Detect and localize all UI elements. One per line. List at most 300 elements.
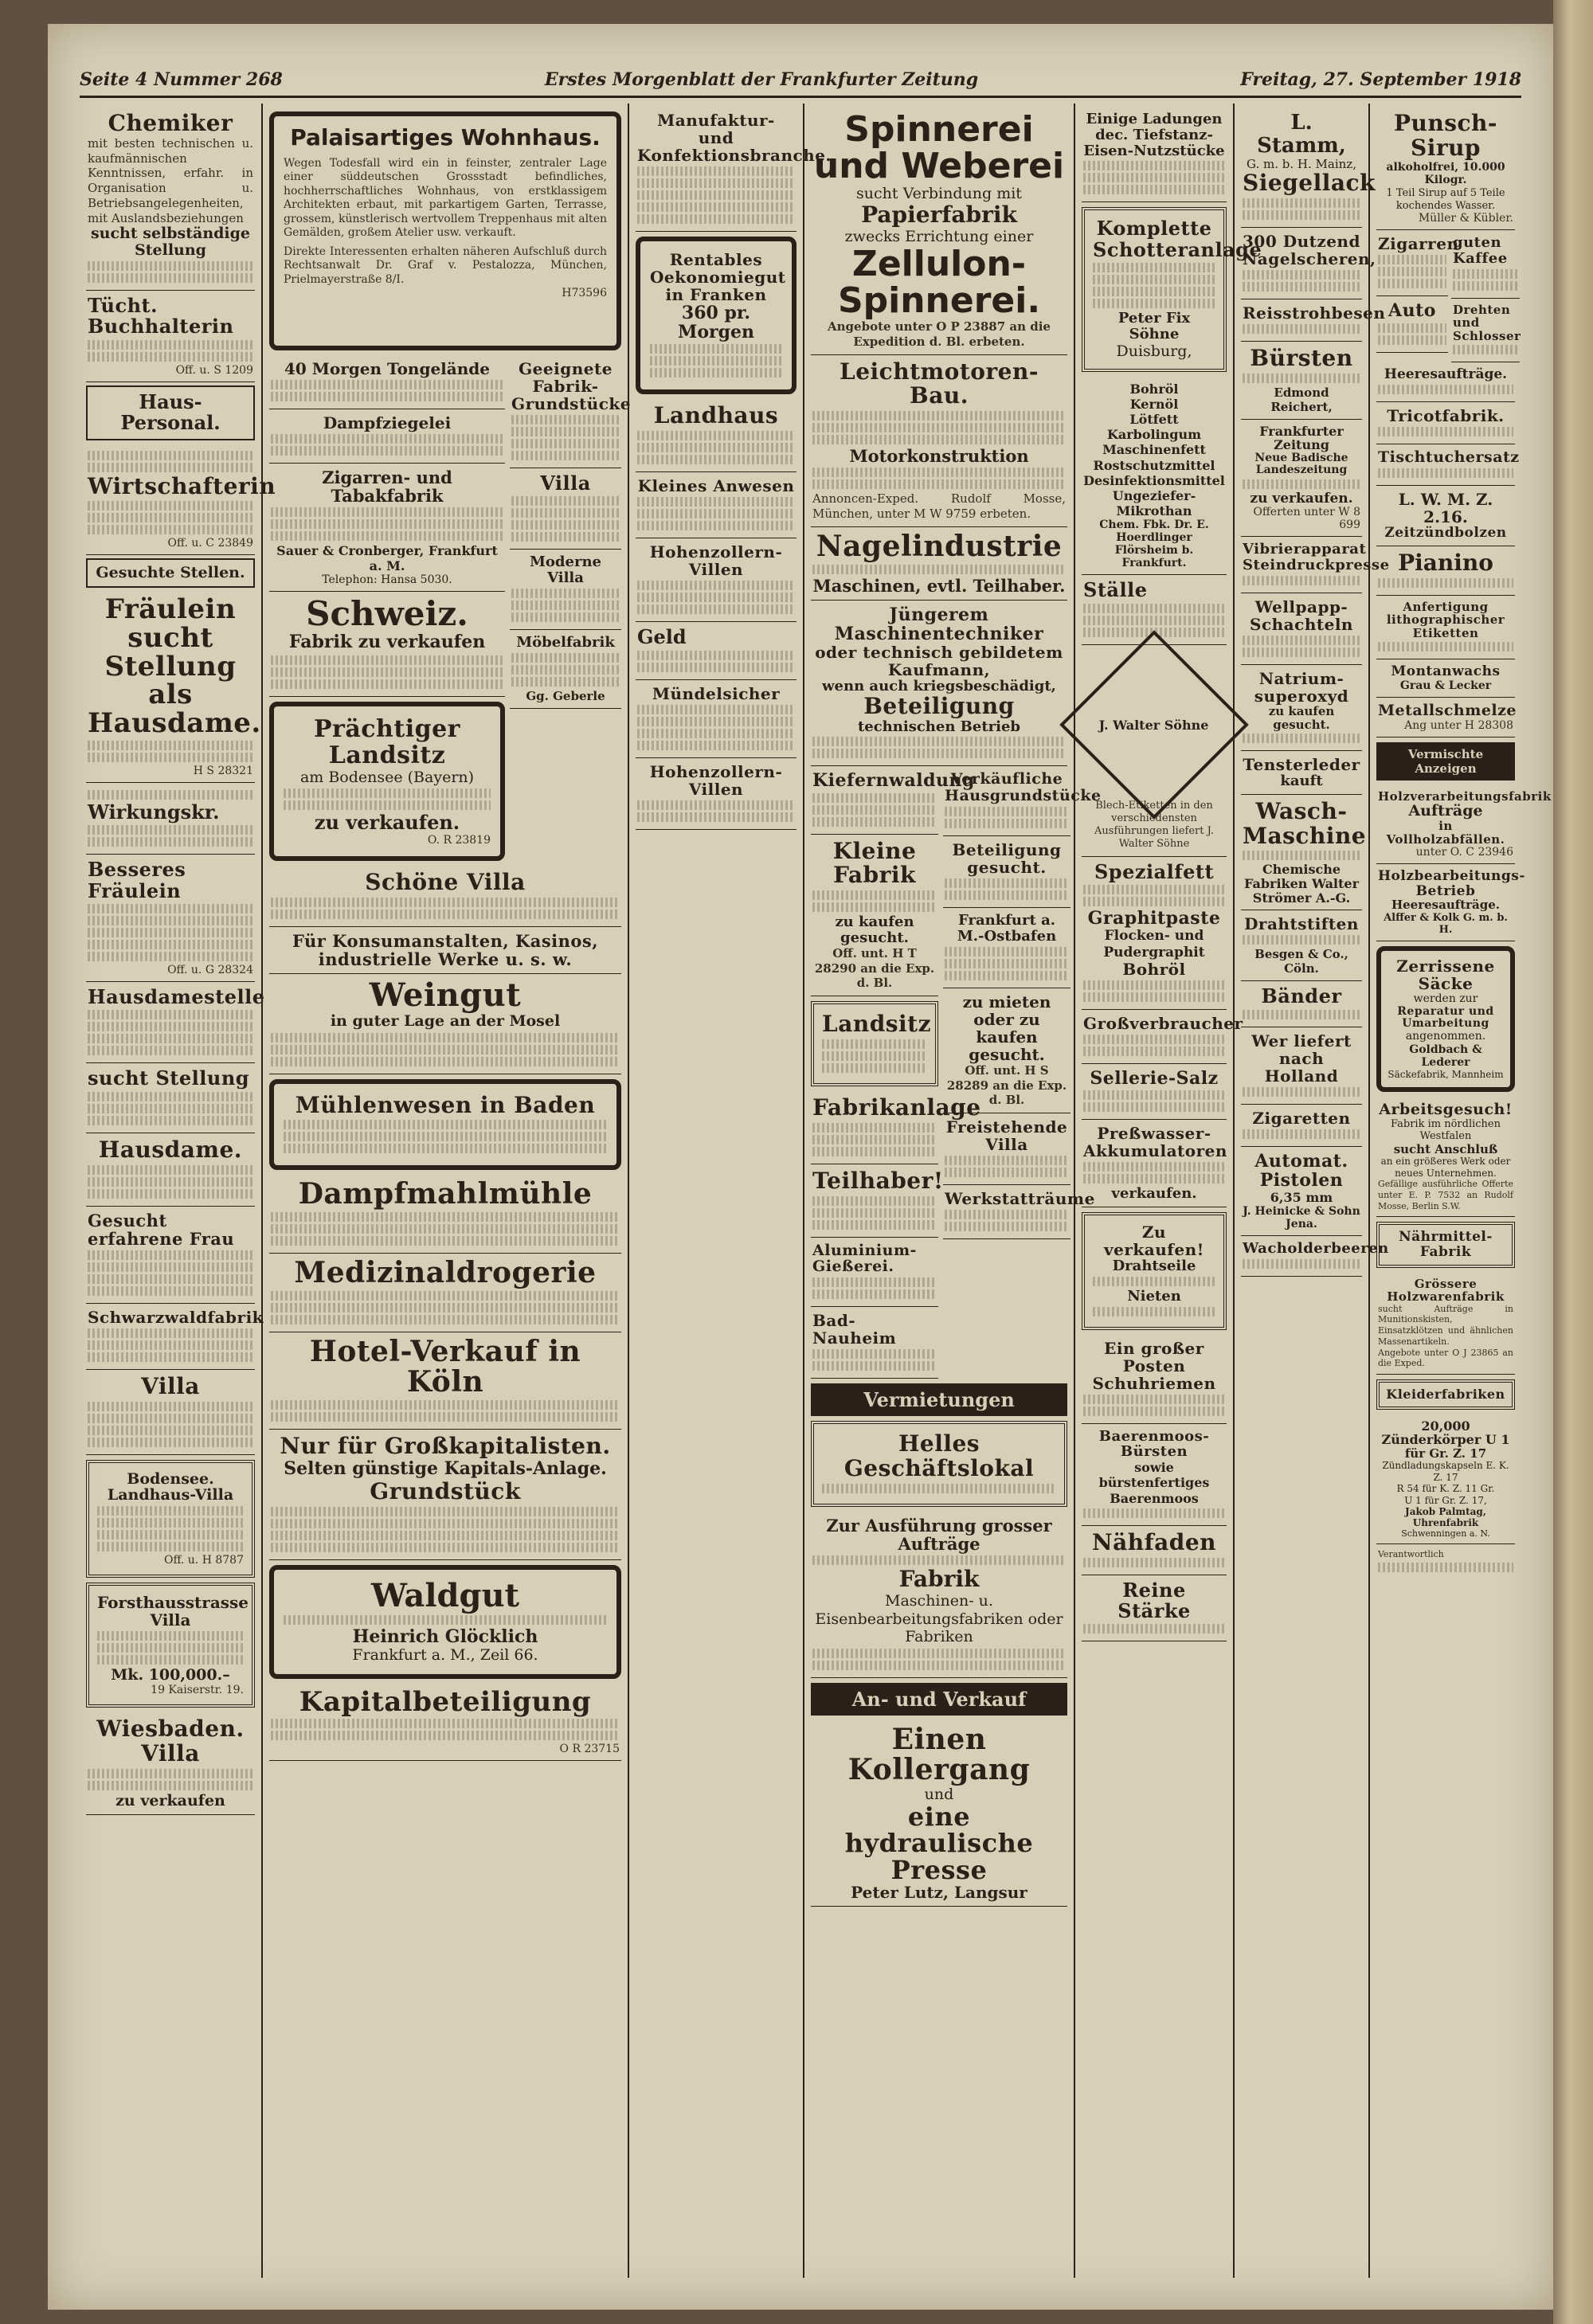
ad-moderne-villa — [510, 550, 621, 630]
ad-title: zu mieten oder zu kaufen gesucht. — [962, 992, 1051, 1064]
ad-konsumanstalten — [269, 927, 621, 974]
ad-sub-2: Reparatur und Umarbeitung — [1397, 1004, 1494, 1031]
ad-title: Kiefernwaldung — [812, 770, 975, 792]
ad-title: Zigaretten — [1252, 1108, 1351, 1128]
column-2-right — [510, 355, 631, 866]
product-list-item: Kernöl — [1129, 396, 1179, 412]
ad-title: Wirkungskr. — [88, 800, 220, 824]
ad-title: Forsthausstrasse Villa — [97, 1593, 249, 1630]
ad-fensterleder — [1241, 751, 1362, 795]
ad-title: L. Stamm, — [1257, 111, 1346, 158]
ad-ref: Angebote unter O J 23865 an die Exped. — [1378, 1347, 1513, 1369]
ad-title: Nagelindustrie — [816, 529, 1063, 563]
ad-sub-4: U 1 für Gr. Z. 17, — [1404, 1494, 1487, 1506]
ad-title: Reisstrohbesen — [1243, 303, 1386, 323]
ad-title: Dampfziegelei — [323, 413, 452, 432]
section-title: Gesuchte Stellen. — [96, 564, 245, 582]
ad-city: Schwenningen a. N. — [1401, 1528, 1490, 1539]
ad-landsitz — [811, 1001, 938, 1086]
ad-title: Wellpapp-Schachteln — [1250, 597, 1353, 635]
ad-ref: Annoncen-Exped. Rudolf Mosse, München, unter M W 9759 erbeten. — [812, 491, 1066, 522]
ad-wiesbaden-villa — [86, 1712, 255, 1814]
ad-auto — [1376, 296, 1448, 352]
ad-landhaus — [636, 399, 796, 472]
ad-praechtiger-landsitz — [269, 702, 505, 861]
ad-leichtmotoren — [811, 355, 1067, 527]
ad-fabrikanlage — [811, 1091, 981, 1164]
ad-firm: J. Walter Söhne — [1099, 717, 1209, 733]
ad-sub: für Gr. Z. 17 — [1404, 1446, 1487, 1461]
ad-ref: Ang unter H 28308 — [1404, 718, 1513, 732]
ad-title: Ställe — [1083, 578, 1148, 602]
ad-ref: Off. u. C 23849 — [167, 537, 253, 550]
column-2-left — [269, 355, 505, 866]
ad-title: Tücht. Buchhalterin — [88, 294, 234, 338]
ad-title: Manufaktur- und Konfektionsbranche. — [637, 111, 832, 165]
ad-buersten — [1241, 342, 1362, 420]
ad-aluminium — [811, 1238, 938, 1308]
ad-sub: Aufträge — [1408, 802, 1483, 820]
ad-punsch-sirup — [1376, 107, 1515, 230]
header-page-number: Seite 4 Nummer 268 — [80, 69, 283, 90]
ad-weingut — [269, 974, 621, 1074]
ad-sub-3: technischen Betrieb — [857, 718, 1021, 735]
ad-akkumulatoren — [1082, 1120, 1227, 1207]
ad-title: L. W. M. Z. 2.16. — [1398, 490, 1493, 527]
ad-maschinentechniker — [811, 601, 1067, 767]
ad-frankfurter-zeitung — [1241, 420, 1362, 538]
ad-title: Nährmittel-Fabrik — [1399, 1229, 1493, 1260]
product-list-item: Ungeziefer-Mikrothan — [1112, 487, 1196, 519]
ad-pistolen — [1241, 1147, 1362, 1237]
ad-sub: Selten günstige Kapitals-Anlage. — [284, 1458, 607, 1480]
ad-ref: O. R 23819 — [427, 833, 491, 847]
ad-buchhalterin — [86, 291, 255, 382]
ad-title-2: Zeitzündbolzen — [1384, 525, 1507, 542]
ad-title: Geld — [637, 625, 687, 649]
ad-morgen: 360 pr. Morgen — [678, 303, 754, 343]
ad-dampfziegelei — [269, 409, 505, 464]
ad-title: Pianino — [1398, 549, 1493, 576]
ad-schwarzwaldfabrik — [86, 1304, 264, 1370]
ad-hotel-koeln — [269, 1332, 621, 1430]
ad-chemiker — [86, 107, 255, 291]
ad-title: Nähfaden — [1091, 1528, 1217, 1555]
ad-zigarren — [1376, 230, 1459, 296]
ad-holzbearbeitung — [1376, 864, 1525, 941]
ad-title: Kapitalbeteiligung — [299, 1685, 592, 1718]
ad-schuhriemen — [1082, 1335, 1227, 1424]
ad-sub: am Bodensee (Bayern) — [299, 768, 475, 786]
page-header — [80, 64, 1521, 98]
ad-kleines-anwesen — [636, 472, 796, 538]
ad-city: Duisburg, — [1116, 342, 1192, 360]
ad-title: Nur für Großkapitalisten. — [280, 1432, 611, 1459]
ad-title: 40 Morgen Tongelände — [284, 359, 490, 378]
ad-villa — [86, 1370, 255, 1455]
ad-title: Kleiderfabriken — [1386, 1387, 1505, 1403]
ad-title: Wirtschafterin — [88, 472, 276, 499]
column-1 — [80, 104, 276, 2278]
ad-title: Werkstatträume — [945, 1189, 1095, 1209]
ad-text: Wegen Todesfall wird ein in feinster, zentraler Lage einer süddeutschen Grossstadt befindliches, hochherrschaftliches Wohnhaus, von erstklassigem Architekten erbaut, mit parkartigem Garten, Terrasse, grossem, künstlerisch wertvollem Treppenhaus mit alten Gemälden, großem Atelier usw. verkauft. — [284, 156, 607, 240]
ad-sub: in guter Lage an der Mosel — [330, 1011, 561, 1030]
ad-title: Wacholderbeeren — [1243, 1240, 1389, 1258]
ad-firm: Besgen & Co., Cöln. — [1254, 947, 1348, 976]
ad-arbeitsgesuch — [1376, 1097, 1515, 1218]
ad-naehfaden — [1082, 1526, 1227, 1575]
ad-title: Landhaus — [653, 402, 779, 429]
ad-oekonomiegut — [636, 237, 796, 394]
column-6 — [1235, 104, 1390, 2278]
ad-lithographie — [1376, 596, 1515, 660]
ad-sucht-stellung — [86, 1063, 255, 1133]
ad-natrium — [1241, 665, 1362, 751]
ad-tiefstanz — [1082, 107, 1227, 202]
header-masthead: Erstes Morgenblatt der Frankfurter Zeitung — [544, 69, 979, 90]
ad-tischtuchersatz — [1376, 444, 1520, 486]
ad-firm: Chemische Fabriken Walter Strömer A.-G. — [1243, 862, 1360, 906]
section-vermietungen: Vermietungen — [811, 1383, 1067, 1416]
ad-sub: Fabrik im nördlichen Westfalen — [1391, 1117, 1501, 1143]
ad-pianino — [1376, 546, 1515, 596]
ad-sub: Maschinen, evtl. Teilhaber. — [812, 575, 1066, 596]
ad-sub-2: wenn auch kriegsbeschädigt, — [822, 678, 1056, 695]
columns — [80, 104, 1552, 2278]
ad-title-2: eine hydraulische Presse — [844, 1801, 1034, 1885]
ad-title: Baerenmoos-Bürsten — [1098, 1427, 1210, 1461]
ad-sub: sucht Aufträge in Munitionskisten, Einsatzklötzen und ähnlichen Massenartikeln. — [1378, 1303, 1513, 1347]
ad-title: Leichtmotoren-Bau. — [840, 358, 1039, 409]
ad-title: Schweiz. — [306, 594, 468, 634]
ad-title-2: Graphitpaste — [1087, 908, 1221, 929]
ad-wacholderbeeren — [1241, 1236, 1389, 1277]
ad-title: Spezialfett — [1094, 859, 1215, 883]
ad-firm: Chem. Fbk. Dr. E. Hoerdlinger Flörsheim b. Frankfurt. — [1099, 518, 1209, 570]
ad-zu-mieten — [943, 988, 1070, 1113]
ad-title: Tischtuchersatz — [1378, 448, 1520, 467]
ad-title: Zerrissene Säcke — [1396, 956, 1495, 993]
ad-hausgrundstuecke — [943, 766, 1102, 836]
ad-firm: Goldbach & Lederer — [1409, 1043, 1482, 1070]
ad-text: mit besten technischen u. kaufmännischen Kenntnissen, erfahr. in Organisation u. Betriebsangelegenheiten, mit Auslandsbeziehungen — [88, 135, 253, 225]
ad-besseres-fraeulein — [86, 855, 255, 982]
ad-title: Hotel-Verkauf in Köln — [309, 1335, 581, 1399]
ad-title: Einige Ladungen dec. Tiefstanz-Eisen-Nutzstücke — [1083, 111, 1225, 159]
ad-title-2: Papierfabrik — [861, 201, 1017, 229]
product-list-item: Rostschutzmittel — [1093, 457, 1215, 473]
ad-sub-2: in Vollholzabfällen. — [1386, 819, 1505, 847]
ad-title: Freistehende Villa — [945, 1117, 1068, 1155]
ad-wirkungskreis — [86, 783, 255, 855]
ad-montanwachs — [1376, 659, 1515, 698]
ad-title: Palaisartiges Wohnhaus. — [290, 124, 601, 151]
ad-sub: oder technisch gebildetem Kaufmann, — [815, 643, 1063, 680]
ad-title: Anfertigung lithographischer Etiketten — [1386, 599, 1505, 640]
section-title: Haus-Personal. — [120, 389, 221, 435]
column-4-left — [811, 766, 981, 1379]
ad-sub: werden zur — [1413, 992, 1478, 1005]
column-2 — [263, 104, 629, 2278]
column-4 — [804, 104, 1102, 2278]
ad-title: Spinnerei und Weberei — [813, 109, 1065, 187]
ad-title: Fabrikanlage — [812, 1094, 981, 1121]
ad-title: 20,000 Zünderkörper U 1 — [1381, 1418, 1510, 1448]
ad-foot: zu verkaufen — [115, 1791, 225, 1810]
ad-sub-2: zu verkaufen. — [1250, 490, 1353, 507]
ad-title: Preßwasser-Akkumulatoren — [1083, 1124, 1227, 1161]
ad-title: Zigarren — [1378, 234, 1459, 254]
ad-hohenzollern-villen — [636, 538, 796, 622]
ad-title: Bürsten — [1250, 344, 1353, 371]
section-an-und-verkauf: An- und Verkauf — [811, 1683, 1067, 1716]
ad-title: Drehten und Schlosser — [1453, 302, 1521, 343]
ad-sub: Flocken- und Pudergraphit — [1103, 928, 1205, 961]
ad-drahtseile — [1082, 1212, 1227, 1330]
ad-sub: Neue Badische Landeszeitung — [1254, 451, 1348, 477]
ad-vibrierapparat — [1241, 537, 1390, 593]
ad-title: Zigarren- und Tabakfabrik — [322, 468, 452, 507]
ad-title: Metallschmelze — [1378, 701, 1517, 719]
ad-title: Auto — [1388, 300, 1436, 322]
ad-title: Zur Ausführung grosser Aufträge — [826, 1515, 1052, 1554]
ad-title-3: Bohröl — [1122, 960, 1186, 979]
ad-sub-2: Zündladungskapseln E. K. Z. 17 — [1382, 1460, 1509, 1483]
ad-waldgut — [269, 1565, 621, 1679]
ad-title: Bänder — [1261, 984, 1342, 1008]
ad-kollergang — [811, 1720, 1067, 1907]
ad-ref: Off. u. S 1209 — [175, 363, 253, 377]
ad-firm: Sauer & Cronberger, Frankfurt a. M. — [276, 543, 498, 574]
section-gesuchte-stellen — [86, 558, 255, 588]
ad-title: Dampfmahlmühle — [298, 1177, 593, 1211]
ad-geschaeftslokal — [811, 1421, 1067, 1507]
ad-title-2: Fabrik — [898, 1566, 980, 1593]
ad-sub-2: sucht Anschluß — [1393, 1141, 1498, 1156]
ad-sub-2: zwecks Errichtung einer — [844, 227, 1034, 245]
ad-title: Kleine Fabrik — [832, 837, 917, 889]
product-list-item: Maschinenfett — [1102, 442, 1206, 458]
ad-title: Wasch-Maschine — [1243, 797, 1367, 849]
ad-erfahrene-frau — [86, 1207, 255, 1304]
ad-spezialfett — [1082, 857, 1227, 1010]
ad-manufaktur — [636, 107, 832, 232]
ad-title: Einen Kollergang — [847, 1723, 1031, 1787]
ad-firm: J. Heinicke & Sohn Jena. — [1243, 1205, 1360, 1231]
ad-nagelscheren — [1241, 228, 1376, 299]
ad-hausdame — [86, 1133, 255, 1207]
ad-sub: zu kaufen gesucht. — [1268, 704, 1335, 732]
header-date: Freitag, 27. September 1918 — [1240, 69, 1521, 90]
ad-title: 300 Dutzend Nagelscheren, — [1243, 231, 1376, 268]
ad-freistehende-villa — [943, 1113, 1070, 1185]
ad-tricotfabrik — [1376, 402, 1515, 444]
ad-title: Holzbearbeitungs-Betrieb — [1378, 868, 1525, 899]
ad-medizinaldrogerie — [269, 1254, 621, 1332]
ad-firm: Alffer & Kolk G. m. b. H. — [1384, 911, 1508, 936]
ad-title: Kleines Anwesen — [637, 476, 795, 496]
ad-tongelaende — [269, 355, 505, 409]
product-list-item: Lötfett — [1129, 411, 1179, 427]
ad-muendelsicher — [636, 680, 796, 758]
ad-ref: Off. u. G 28324 — [167, 963, 253, 976]
ad-title: Prächtiger Landsitz — [313, 714, 460, 769]
ad-wirtschafterin — [86, 444, 276, 556]
ad-moebelfabrik — [510, 630, 621, 709]
ad-title: Zu verkaufen! — [1104, 1222, 1204, 1259]
ad-nagelindustrie — [811, 527, 1067, 601]
ad-ref: unter O. C 23946 — [1415, 846, 1513, 859]
ad-waschmaschine — [1241, 795, 1367, 910]
ad-blech-etiketten — [1082, 645, 1227, 857]
ad-title: Grössere Holzwarenfabrik — [1387, 1276, 1505, 1305]
ad-title: Aluminium-Gießerei. — [812, 1241, 917, 1276]
ad-villa-bodensee — [510, 468, 621, 550]
adjacent-page-edge — [1553, 0, 1593, 2324]
ad-title: Medizinaldrogerie — [294, 1256, 597, 1290]
ad-title: Drahtstiften — [1244, 914, 1359, 934]
ad-drahtstiften — [1241, 910, 1362, 981]
ad-title: Tensterleder — [1243, 755, 1360, 775]
ad-dreher-schlosser — [1451, 299, 1520, 363]
ad-schoene-villa — [269, 866, 621, 927]
ad-sub-3: R 54 für K. Z. 11 Gr. — [1396, 1483, 1495, 1495]
ad-holzwarenfabrik — [1376, 1273, 1515, 1375]
ad-title: Möbelfabrik — [516, 633, 615, 651]
ad-title: Mühlenwesen in Baden — [295, 1091, 596, 1118]
ad-muehlenwesen — [269, 1079, 621, 1171]
ad-bad-nauheim — [811, 1307, 938, 1379]
ad-title: Heeresaufträge. — [1384, 366, 1508, 383]
ad-text-2: Direkte Interessenten erhalten näheren Aufschluß durch Rechtsanwalt Dr. Graf v. Pestalozza, München, Prielmayerstraße 8/I. — [284, 245, 607, 286]
ad-title: sucht Stellung — [88, 1066, 250, 1090]
product-list-item: Desinfektionsmittel — [1083, 472, 1225, 488]
ad-fabrik-grundstuecke — [510, 355, 631, 468]
column-4-right — [943, 766, 1102, 1379]
ad-ref: Off. unt. H S 28289 an die Exp. d. Bl. — [946, 1062, 1067, 1108]
ad-title: Weingut — [369, 976, 522, 1014]
ad-title: Montanwachs — [1391, 663, 1501, 680]
ad-spinnerei — [811, 107, 1067, 355]
ad-city: Säckefabrik, Mannheim — [1388, 1069, 1504, 1081]
ad-title: Fräulein sucht Stellung als Hausdame. — [88, 593, 261, 740]
ad-title: Hausdamestelle — [88, 984, 265, 1008]
ad-firm: Peter Lutz, Langsur — [851, 1883, 1027, 1903]
ad-beteiligung-gesucht — [943, 836, 1070, 908]
ad-title: Ein großer Posten Schuhriemen — [1092, 1338, 1216, 1393]
ad-foot: zu verkaufen. — [314, 811, 460, 835]
ad-sub: zu kaufen gesucht. — [835, 914, 914, 947]
ad-title: Tricotfabrik. — [1387, 406, 1505, 426]
ad-sub: 6,35 mm — [1270, 1189, 1333, 1205]
ad-sub-3: angenommen. — [1405, 1030, 1486, 1043]
ad-title: Chemiker — [108, 110, 233, 136]
ad-dampfmahlmuehle — [269, 1175, 621, 1254]
ad-hohenzollern-villen-2 — [636, 758, 796, 830]
ad-kleine-fabrik — [811, 835, 938, 996]
ad-title: Besseres Fräulein — [88, 858, 186, 902]
product-list — [1083, 381, 1225, 519]
ad-sub: sowie bürstenfertiges Baerenmoos — [1098, 1460, 1210, 1506]
section-haus-personal — [86, 385, 255, 440]
ad-sub-3: an ein größeres Werk oder neues Unternehmen. — [1380, 1156, 1511, 1179]
diamond-frame — [1059, 630, 1249, 820]
ad-sub: Drahtseile — [1112, 1257, 1196, 1274]
ad-ref: Off. u. H 8787 — [163, 1554, 244, 1567]
ad-firm: Peter Fix Söhne — [1117, 310, 1191, 342]
ad-kiefernwaldung — [811, 766, 975, 834]
ad-title: Bad-Nauheim — [812, 1311, 897, 1348]
ad-geld — [636, 622, 796, 679]
ad-baerenmoos — [1082, 1424, 1227, 1526]
ad-werkstattraeume — [943, 1185, 1095, 1239]
ad-ref: Off. unt. H T 28290 an die Exp. d. Bl. — [814, 945, 935, 991]
column-5 — [1075, 104, 1262, 2278]
ad-firm: Müller & Kübler. — [1418, 212, 1513, 225]
ad-kleiderfabriken — [1376, 1379, 1515, 1410]
ad-sub: alkoholfrei, 10.000 Kilogr. — [1386, 160, 1505, 187]
ad-title: Schöne Villa — [365, 868, 526, 895]
ad-title: Punsch-Sirup — [1393, 110, 1498, 161]
ad-title: Für Konsumanstalten, Kasinos, industrielle Werke u. s. w. — [292, 930, 599, 969]
ad-ref: H73596 — [562, 287, 607, 300]
ad-bohroel-liste — [1082, 377, 1227, 576]
ad-sub: kauft — [1280, 773, 1323, 790]
ad-ref: 19 Kaiserstr. 19. — [151, 1684, 244, 1697]
ad-sub: sucht Verbindung mit — [856, 185, 1022, 203]
ad-title: Wiesbaden. Villa — [96, 1716, 245, 1766]
ad-title: Villa — [540, 471, 591, 495]
ad-heeresauftraege — [1376, 362, 1515, 402]
ad-sellerie-salz — [1082, 1064, 1227, 1120]
ad-naehrmittel — [1376, 1222, 1515, 1267]
ad-firm: Heinrich Glöcklich — [352, 1626, 538, 1647]
ad-ausfuehrung-auftraege — [811, 1512, 1067, 1678]
ad-tag: sucht selbständige Stellung — [90, 225, 251, 260]
ad-firm: Gg. Geberle — [526, 688, 605, 703]
ad-title: Großverbraucher — [1083, 1014, 1243, 1033]
ad-title: Beteiligung gesucht. — [952, 840, 1062, 878]
ad-title: Jüngerem Maschinentechniker — [834, 604, 1044, 644]
ad-bodensee-villa — [86, 1460, 255, 1579]
ad-title: Reine Stärke — [1117, 1578, 1191, 1622]
imprint — [1376, 1544, 1515, 1579]
ad-title: Helles Geschäftslokal — [843, 1430, 1035, 1482]
ad-holzverarbeitung — [1376, 785, 1552, 864]
ad-schotteranlage — [1082, 207, 1262, 371]
ad-teilhaber — [811, 1164, 944, 1238]
ad-title: Waldgut — [370, 1576, 520, 1614]
ad-ref: Angebote unter O P 23887 an die Expedition d. Bl. erbeten. — [828, 319, 1051, 349]
ad-title-2: Siegellack — [1243, 170, 1376, 197]
ad-title: Arbeitsgesuch! — [1379, 1100, 1513, 1118]
ad-reine-staerke — [1082, 1575, 1227, 1642]
imprint-text: Verantwortlich — [1378, 1549, 1444, 1560]
ad-zigaretten — [1241, 1105, 1362, 1147]
ad-palaisartiges-wohnhaus — [269, 112, 621, 350]
ad-title: Sellerie-Salz — [1090, 1068, 1219, 1089]
ad-title: Villa — [141, 1372, 200, 1399]
ad-title: Komplette Schotteranlage — [1093, 217, 1262, 261]
ad-sub: und — [924, 1785, 954, 1803]
ad-title: Rentables Oekonomiegut in Franken — [650, 250, 786, 304]
ad-title: Moderne Villa — [530, 554, 601, 587]
ad-title: Frankfurt a. M.-Ostbafen — [957, 912, 1057, 945]
ad-foot: verkaufen. — [1111, 1185, 1197, 1203]
ad-lwmz — [1376, 486, 1515, 546]
ad-baender — [1241, 981, 1362, 1027]
ad-ref: H S 28321 — [193, 764, 253, 777]
